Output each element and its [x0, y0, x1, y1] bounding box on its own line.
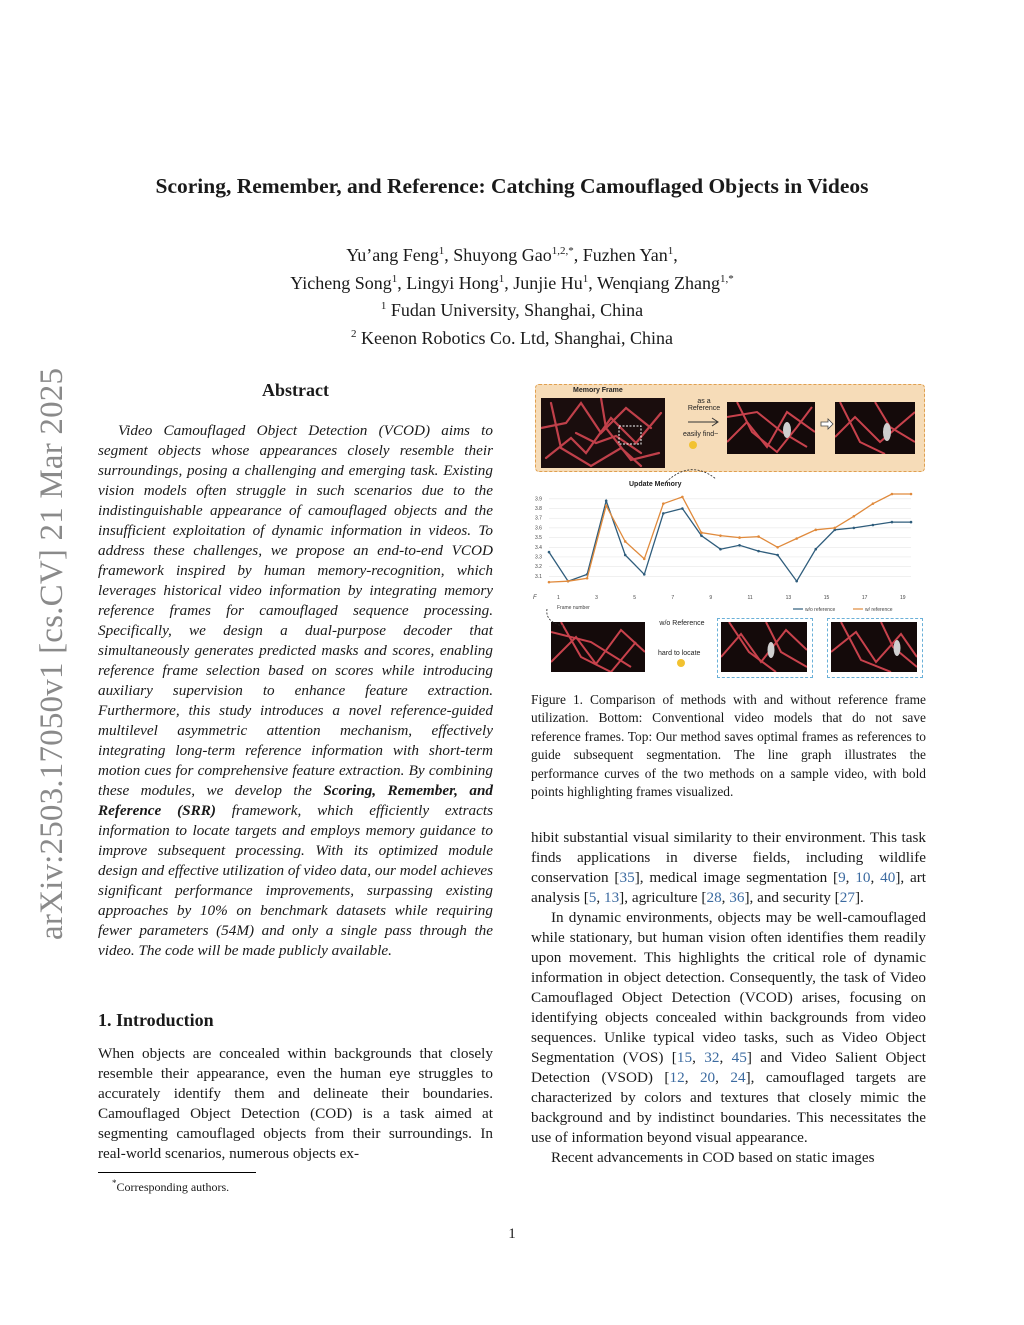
data-point — [719, 534, 722, 537]
data-point — [910, 493, 913, 496]
citation-link[interactable]: 40 — [880, 869, 896, 886]
smile-icon — [689, 441, 697, 449]
page-number: 1 — [508, 1226, 516, 1242]
reference-arrow-icon — [687, 417, 721, 427]
data-point — [853, 515, 856, 518]
affiliation-1-text: Fudan University, Shanghai, China — [390, 300, 644, 320]
footnote-mark: * — [112, 1178, 117, 1188]
data-point — [719, 548, 722, 551]
x-tick-labels — [557, 595, 906, 601]
legend-entry: w/o reference — [805, 607, 836, 613]
citation-link[interactable]: 45 — [731, 1049, 747, 1066]
arxiv-sidebar-id: arXiv:2503.17050v1 [cs.CV] 21 Mar 2025 — [34, 367, 70, 940]
x-tick-label: 11 — [747, 595, 753, 601]
citation-link[interactable]: 36 — [729, 889, 745, 906]
coral-texture-3 — [835, 402, 915, 454]
data-point — [833, 527, 836, 530]
author-name: Wenqiang Zhang — [596, 272, 720, 293]
legend-entry: w/ reference — [865, 607, 893, 613]
hard-to-locate-label: hard to locate — [658, 650, 701, 657]
abstract-heading: Abstract — [262, 380, 329, 400]
data-point — [605, 499, 608, 502]
y-tick-label: 3.6 — [535, 525, 542, 532]
author-name: Yu’ang Feng — [346, 245, 439, 265]
intro-body: When objects are concealed within backgrounds that closely resemble their appearance, even the human eye struggles to accurately identify them and delineate their boundaries. Camouflaged Object Detection (COD) is a task aimed at segmenting camouflaged objects from their surroundings. In real-world scenarios, numerous objects ex- — [98, 1045, 493, 1162]
author-affiliation-mark: 1 — [438, 245, 445, 257]
y-tick-labels — [535, 496, 542, 579]
x-tick-label: 19 — [899, 595, 906, 601]
x-tick-label: 3 — [595, 595, 598, 601]
data-point — [738, 536, 741, 539]
data-point — [891, 521, 894, 524]
author-name: Fuzhen Yan — [582, 245, 668, 265]
data-point — [586, 577, 589, 580]
memory-frame-image — [541, 398, 665, 468]
data-point — [853, 527, 856, 530]
intro-heading: 1. Introduction — [98, 1010, 214, 1030]
citation-link[interactable]: 32 — [704, 1049, 720, 1066]
footnote-rule — [98, 1172, 256, 1173]
y-tick-label: 3.4 — [535, 544, 542, 551]
affiliation-2 — [0, 323, 1024, 351]
sad-face-icon — [677, 659, 685, 667]
x-axis-label: Frame number — [557, 605, 590, 611]
wo-reference-arrow — [543, 608, 573, 628]
data-point — [624, 554, 627, 557]
f-score-line-chart — [531, 486, 926, 616]
citation-link[interactable]: 28 — [706, 889, 722, 906]
chart-legend — [793, 607, 893, 613]
author-affiliation-mark: 1 — [391, 272, 398, 285]
x-tick-label: 7 — [671, 595, 675, 601]
affiliation-1 — [0, 295, 1024, 323]
coral-texture-6 — [831, 622, 917, 672]
author-affiliation-mark: 1 — [498, 272, 505, 285]
author-affiliation-mark: 1,2,* — [551, 245, 574, 257]
data-point — [662, 502, 665, 505]
x-tick-label: 13 — [785, 595, 792, 601]
y-tick-label: 3.1 — [535, 573, 542, 580]
paper-title: Scoring, Remember, and Reference: Catching Camouflaged Objects in Videos — [155, 174, 869, 198]
data-point — [681, 507, 684, 510]
footnote — [112, 1178, 229, 1195]
authors-line-1: Yu’ang Feng$^1$, Shuyong Gao$^{1,2,*}$, Fuzhen Yan$^1$, — [346, 245, 678, 265]
frame-thumb-bottom-2 — [721, 622, 807, 672]
abstract-framework-name: Scoring, Remember, and Reference (SRR) — [98, 782, 493, 819]
wo-reference-label: w/o Reference — [659, 620, 705, 627]
data-point — [757, 550, 760, 553]
author-name: Junjie Hu — [513, 272, 583, 293]
series-line-with-reference — [549, 494, 911, 582]
citation-link[interactable]: 13 — [603, 889, 620, 906]
chart-series — [548, 493, 913, 584]
author-name: Lingyi Hong — [406, 272, 499, 293]
data-point — [643, 573, 646, 576]
x-tick-label: 15 — [823, 595, 830, 601]
intro-paragraph-2: In dynamic environments, objects may be well-camouflaged while stationary, but human vision often identifies them readily upon movement. This highlights the critical role of dynamic information in object detection. Consequently, the task of Video Camouflaged Object Detection (VCOD) arises, focusing on identifying objects concealed within backgrounds from video sequences. Unlike typical video tasks, such as Video Object Segmentation (VOS) [15, 32, 45] and Video Salient Object Detection (VSOD) [12, 20, 24], camouflaged targets are characterized by colors and textures that closely mimic the background and by indistinct boundaries. This necessitates the use of information beyond visual appearance. — [531, 909, 927, 1146]
frame-thumb-top-1 — [727, 402, 815, 454]
figure-1 — [531, 384, 926, 680]
citation-link[interactable]: 24 — [730, 1069, 746, 1086]
authors-line-2: Yicheng Song$^1$, Lingyi Hong$^1$, Junjie Hu$^1$, Wenqiang Zhang$^{1,*}$ — [290, 272, 734, 293]
x-tick-label: 1 — [557, 595, 560, 601]
abstract-text-1: Video Camouflaged Object Detection (VCOD) aims to segment objects whose appearances closely resemble their surroundings, posing a challenging and emerging task. Existing vision models often struggle in such scenarios due to the indistinguishable appearance of camouflaged objects and the insufficient exploitation of dynamic information in videos. To address these challenges, we propose an end-to-end VCOD framework inspired by human memory-recognition, which leverages historical video information by integrating memory reference frames for camouflaged sequence processing. Specifically, we design a dual-purpose decoder that simultaneously generates predicted masks and scores, enabling reference frame selection based on scores while introducing auxiliary supervision to enhance feature extraction. Furthermore, this study introduces a novel reference-guided multilevel asymmetric attention mechanism, effectively integrating long-term reference information with short-term motion cues for comprehensive feature extraction. By combining these modules, we develop the — [98, 422, 493, 799]
affiliation-2-text: Keenon Robotics Co. Ltd, Shanghai, China — [361, 327, 673, 348]
coral-texture-1 — [541, 398, 665, 468]
frame-thumb-bottom-1 — [551, 622, 645, 672]
citation-link[interactable]: 35 — [619, 869, 635, 886]
affiliation-2-mark: 2 — [351, 327, 357, 340]
y-axis-label: F — [533, 595, 537, 601]
data-point — [548, 551, 551, 554]
coral-texture-2 — [727, 402, 815, 454]
data-point — [795, 580, 798, 583]
update-memory-label: Update Memory — [629, 481, 682, 488]
data-point — [814, 548, 817, 551]
author-name: Yicheng Song — [290, 272, 392, 293]
data-point — [624, 540, 627, 543]
footnote-text: Corresponding authors. — [116, 1180, 230, 1194]
y-tick-label: 3.5 — [535, 535, 542, 542]
data-point — [776, 554, 779, 557]
frame-thumb-bottom-3 — [831, 622, 917, 672]
update-memory-arrow — [661, 464, 721, 486]
author-affiliation-mark: 1 — [667, 245, 674, 257]
data-point — [605, 504, 608, 507]
y-tick-label: 3.3 — [535, 554, 542, 561]
coral-texture-4 — [551, 622, 645, 672]
next-arrow-icon — [820, 418, 834, 430]
y-tick-label: 3.9 — [535, 496, 542, 503]
citation-link[interactable]: 15 — [676, 1049, 693, 1066]
abstract-body — [98, 421, 493, 961]
data-point — [872, 524, 875, 527]
data-point — [681, 496, 684, 499]
citation-link[interactable]: 12 — [669, 1069, 685, 1086]
coral-texture-5 — [721, 622, 807, 672]
x-tick-label: 17 — [861, 595, 868, 601]
data-point — [795, 537, 798, 540]
citation-link[interactable]: 10 — [855, 869, 871, 886]
data-point — [567, 580, 570, 583]
memory-frame-label: Memory Frame — [573, 387, 623, 394]
author-affiliation-mark: 1 — [582, 272, 589, 285]
data-point — [814, 529, 817, 532]
figure-1-caption: Figure 1. Comparison of methods with and without reference frame utilization. Bottom: Conventional video models that do not save reference frames. Top: Our method saves optimal frames as references to guide subsequent segmentation. The line graph illustrates the performance curves of the two methods on a sample video, with bold points highlighting frames visualized. — [531, 692, 926, 800]
right-column-body — [531, 828, 926, 1168]
y-tick-label: 3.8 — [535, 506, 542, 513]
author-name: Shuyong Gao — [453, 245, 552, 265]
affiliation-1-mark: 1 — [380, 300, 387, 312]
citation-link[interactable]: 20 — [699, 1069, 716, 1086]
series-line-without-reference — [549, 501, 911, 581]
easily-find-label: easily find~ — [683, 431, 719, 438]
abstract-text-2: framework, which efficiently extracts information to locate targets and employs memory guidance to improve subsequent processing. With its optimized module design and effective utilization of video data, our model achieves significant performance improvements, surpassing existing approaches by 10% on benchmark datasets while requiring fewer parameters (54M) and only a single pass through the video. The code will be made publicly available. — [98, 802, 493, 959]
y-tick-label: 3.7 — [535, 515, 542, 522]
citation-link[interactable]: 9 — [838, 869, 846, 886]
data-point — [776, 546, 779, 549]
data-point — [700, 531, 703, 534]
intro-paragraph-3: Recent advancements in COD based on static images — [551, 1149, 875, 1166]
x-tick-label: 9 — [709, 595, 713, 601]
data-point — [872, 502, 875, 505]
citation-link[interactable]: 27 — [839, 889, 855, 906]
data-point — [757, 535, 760, 538]
as-reference-label: as a Reference — [687, 398, 721, 412]
authors-block — [0, 240, 1024, 350]
intro-paragraph-1-cont: hibit substantial visual similarity to their environment. This task finds applications in diverse fields, including wildlife conservation [35], medical image segmentation [9, 10, 40], art analysis [5, 13], agriculture [28, 36], and security [27]. — [531, 829, 927, 906]
author-affiliation-mark: 1,* — [719, 272, 734, 285]
frame-thumb-top-2 — [835, 402, 915, 454]
citation-link[interactable]: 5 — [588, 889, 597, 906]
data-point — [700, 534, 703, 537]
data-point — [891, 493, 894, 496]
data-point — [910, 521, 913, 524]
data-point — [738, 544, 741, 547]
data-point — [662, 512, 665, 515]
x-tick-label: 5 — [633, 595, 636, 601]
data-point — [548, 581, 551, 584]
y-tick-label: 3.2 — [535, 564, 542, 571]
data-point — [643, 558, 646, 561]
